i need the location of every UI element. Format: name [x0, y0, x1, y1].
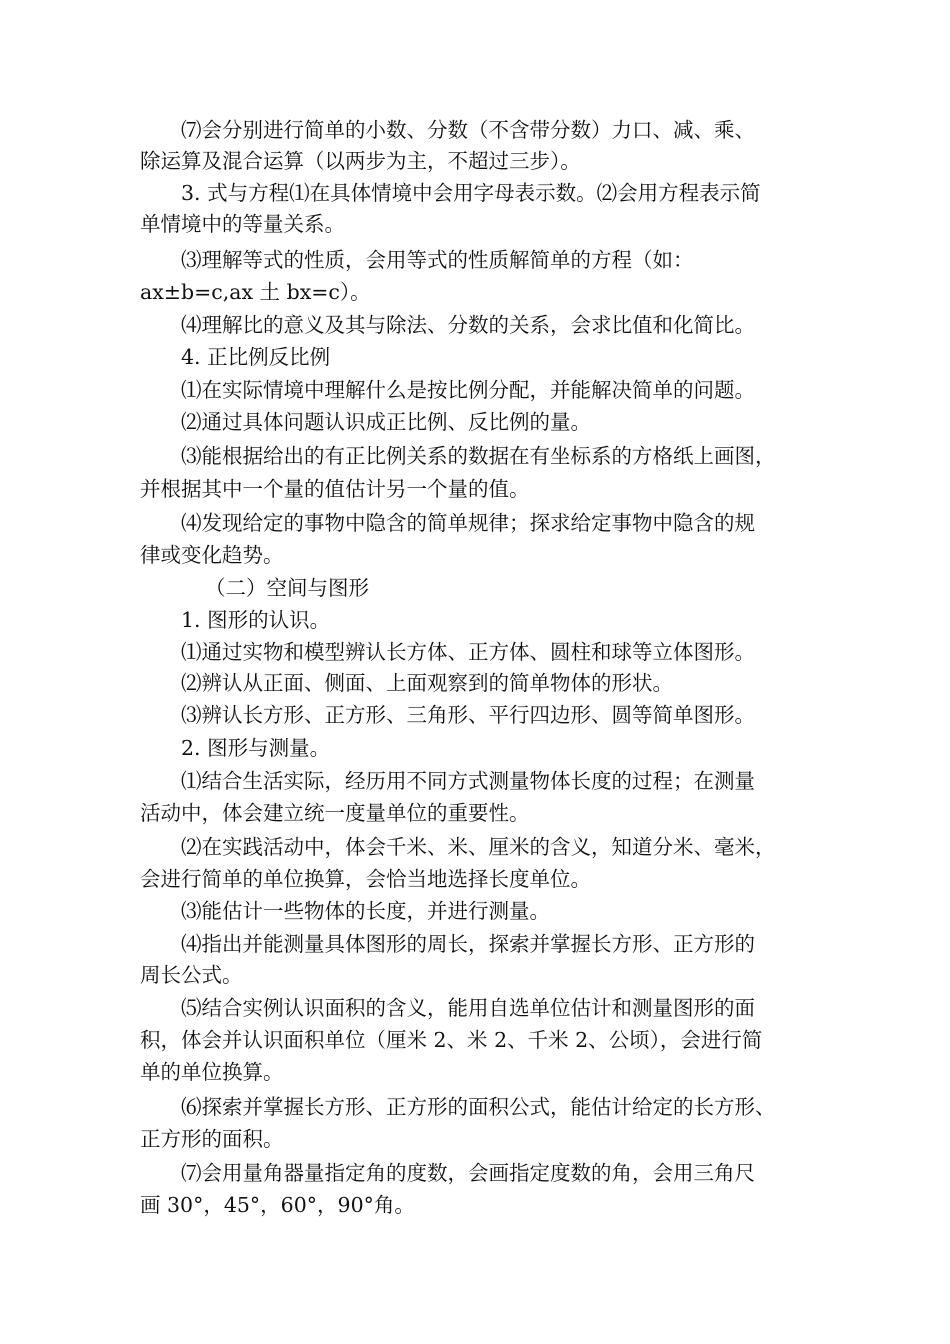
text-line: 周长公式。 [140, 963, 243, 987]
text-line: ⑴结合生活实际，经历用不同方式测量物体长度的过程；在测量 [181, 769, 755, 793]
section-heading: 3. 式与方程⑴在具体情境中会用字母表示数。⑵会用方程表示简 [181, 181, 761, 205]
text-line: ⑴在实际情境中理解什么是按比例分配，并能解决简单的问题。 [181, 378, 755, 402]
section-heading: 1. 图形的认识。 [181, 608, 331, 632]
text-line: 画 30°，45°，60°，90°角。 [140, 1193, 415, 1217]
text-line: ⑸结合实例认识面积的含义，能用自选单位估计和测量图形的面 [181, 996, 755, 1020]
text-line: 积，体会并认识面积单位（厘米 2、米 2、千米 2、公顷），会进行简 [140, 1028, 763, 1052]
text-line: 除运算及混合运算（以两步为主，不超过三步）。 [140, 149, 581, 173]
text-line: ⑵通过具体问题认识成正比例、反比例的量。 [181, 410, 591, 434]
text-line: 单的单位换算。 [140, 1060, 284, 1084]
text-line: 单情境中的等量关系。 [140, 212, 345, 236]
subsection-heading: （二）空间与图形 [205, 576, 369, 600]
text-line: ⑶能估计一些物体的长度，并进行测量。 [181, 899, 550, 923]
text-line: ax±b=c,ax 土 bx=c）。 [140, 280, 371, 304]
section-heading: 2. 图形与测量。 [181, 736, 331, 760]
text-line: ⑹探索并掌握长方形、正方形的面积公式，能估计给定的长方形、 [181, 1095, 776, 1119]
text-line: ⑺会用量角器量指定角的度数，会画指定度数的角，会用三角尺 [181, 1161, 755, 1185]
text-line: 律或变化趋势。 [140, 543, 284, 567]
text-line: ⑶能根据给出的有正比例关系的数据在有坐标系的方格纸上画图， [181, 444, 776, 468]
text-line: ⑴通过实物和模型辨认长方体、正方体、圆柱和球等立体图形。 [181, 640, 755, 664]
text-line: 活动中，体会建立统一度量单位的重要性。 [140, 801, 530, 825]
text-line: ⑵辨认从正面、侧面、上面观察到的简单物体的形状。 [181, 671, 673, 695]
text-line: 会进行简单的单位换算，会恰当地选择长度单位。 [140, 867, 591, 891]
text-line: ⑵在实践活动中，体会千米、米、厘米的含义，知道分米、毫米， [181, 835, 776, 859]
text-line: ⑷发现给定的事物中隐含的简单规律；探求给定事物中隐含的规 [181, 511, 755, 535]
section-heading: 4. 正比例反比例 [181, 345, 331, 369]
text-line: 正方形的面积。 [140, 1127, 284, 1151]
text-line: ⑶理解等式的性质，会用等式的性质解简单的方程（如： [181, 248, 694, 272]
text-line: ⑺会分别进行简单的小数、分数（不含带分数）力口、减、乘、 [181, 118, 755, 142]
text-line: ⑷理解比的意义及其与除法、分数的关系，会求比值和化简比。 [181, 313, 755, 337]
text-line: ⑶辨认长方形、正方形、三角形、平行四边形、圆等简单图形。 [181, 703, 755, 727]
text-line: 并根据其中一个量的值估计另一个量的值。 [140, 477, 530, 501]
text-line: ⑷指出并能测量具体图形的周长，探索并掌握长方形、正方形的 [181, 932, 755, 956]
